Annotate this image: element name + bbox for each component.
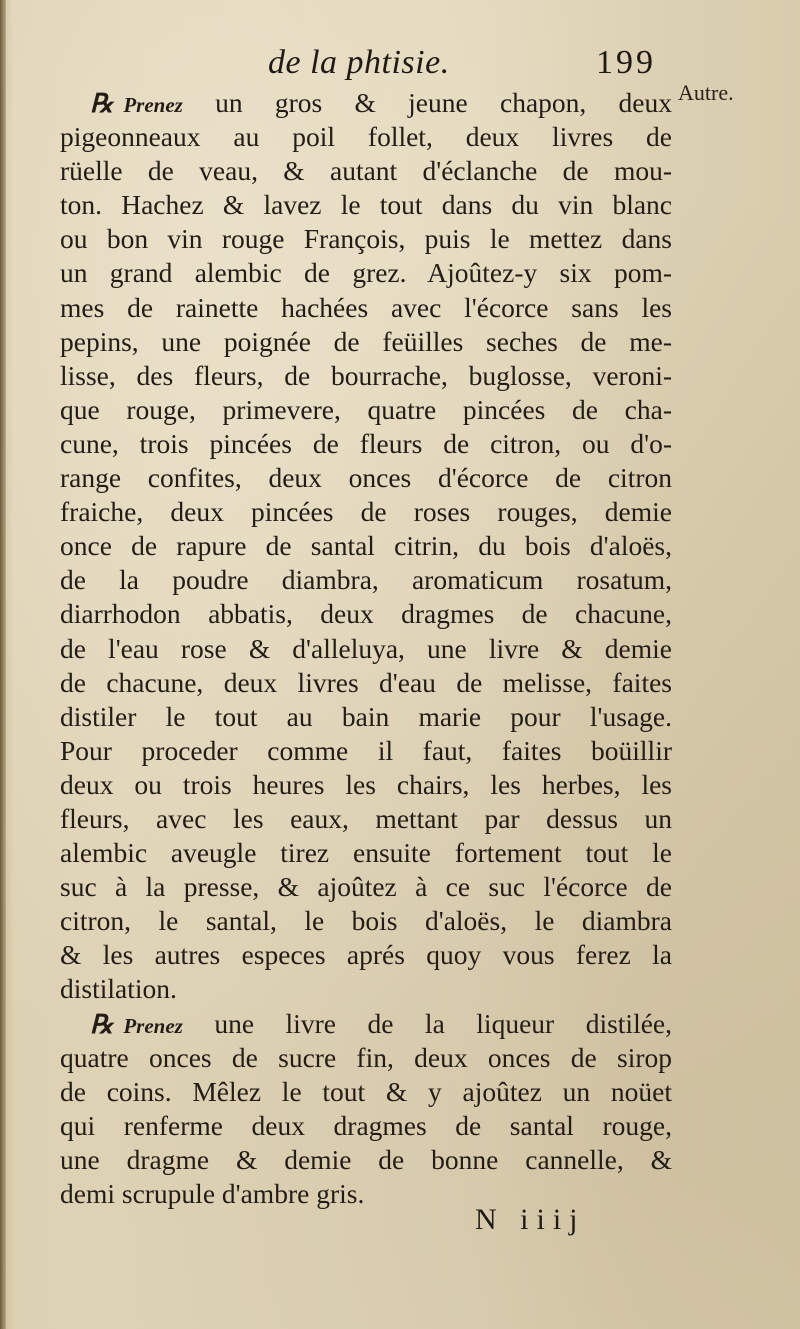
recipe-symbol-icon: ℞ — [90, 1009, 114, 1039]
text-line: de coins. Mêlez le tout & y ajoûtez un noüet — [60, 1075, 672, 1107]
text-line: pigeonneaux au poil follet, deux livres de — [60, 121, 672, 153]
text-line: fleurs, avec les eaux, mettant par dessus un — [60, 802, 672, 834]
page-number: 199 — [596, 44, 656, 81]
text-line: fraiche, deux pincées de roses rouges, demie — [60, 496, 672, 528]
body-text — [60, 86, 672, 1211]
text-line: que rouge, primevere, quatre pincées de cha- — [60, 393, 672, 425]
signature-mark: N iiij — [475, 1203, 586, 1236]
recipe-1-paragraph — [60, 120, 672, 972]
text-line: diarrhodon abbatis, deux dragmes de chacune, — [60, 598, 672, 630]
text-line: mes de rainette hachées avec l'écorce sans les — [60, 291, 672, 323]
text-line: ton. Hachez & lavez le tout dans du vin blanc — [60, 189, 672, 221]
recipe-lead-word: Prenez — [123, 93, 183, 117]
text-line: lisse, des fleurs, de bourrache, buglosse, veroni- — [60, 359, 672, 391]
text-line: quatre onces de sucre fin, deux onces de sirop — [60, 1041, 672, 1073]
text-line: once de rapure de santal citrin, du bois d'aloës, — [60, 530, 672, 562]
margin-note: Autre. — [678, 80, 734, 105]
text-line: range confites, deux onces d'écorce de citron — [60, 462, 672, 494]
text-line: cune, trois pincées de fleurs de citron, ou d'o- — [60, 427, 672, 459]
text-line: de chacune, deux livres d'eau de melisse, faites — [60, 666, 672, 698]
text-line: ou bon vin rouge François, puis le mettez dans — [60, 223, 672, 255]
text-line: alembic aveugle tirez ensuite fortement tout le — [60, 837, 672, 869]
recipe-symbol-icon: ℞ — [90, 89, 114, 118]
text-line: qui renferme deux dragmes de santal rouge, — [60, 1109, 672, 1141]
recipe-lead-word: Prenez — [123, 1013, 183, 1038]
text-line: citron, le santal, le bois d'aloës, le diambra — [60, 905, 672, 937]
text-line: une dragme & demie de bonne cannelle, & — [60, 1143, 672, 1175]
text-line: de la poudre diambra, aromaticum rosatum, — [60, 564, 672, 596]
text-line: suc à la presse, & ajoûtez à ce suc l'écorce de — [60, 871, 672, 903]
text-line: distiler le tout au bain marie pour l'usage. — [60, 700, 672, 732]
recipe-1-last-line: distilation. — [60, 973, 177, 1005]
recipe-2-last-line: demi scrupule d'ambre gris. — [60, 1178, 365, 1209]
text-line: deux ou trois heures les chairs, les herbes, les — [60, 768, 672, 800]
recipe-1-first-line — [60, 86, 672, 120]
text-line: de l'eau rose & d'alleluya, une livre & demie — [60, 632, 672, 664]
text-line: une livre de la liqueur distilée, — [214, 1007, 672, 1039]
text-line: un gros & jeune chapon, deux — [215, 87, 673, 118]
text-line: un grand alembic de grez. Ajoûtez-y six pom- — [60, 257, 672, 289]
text-line: Pour proceder comme il faut, faites boüillir — [60, 734, 672, 766]
running-head: de la phtisie. — [268, 44, 450, 81]
text-line: rüelle de veau, & autant d'éclanche de mou- — [60, 155, 672, 187]
recipe-2-first-line — [60, 1007, 672, 1041]
text-line: & les autres especes aprés quoy vous ferez la — [60, 939, 672, 971]
recipe-2-paragraph — [60, 1041, 672, 1177]
text-line: pepins, une poignée de feüilles seches de me- — [60, 325, 672, 357]
page-gutter-shadow — [0, 0, 6, 1329]
